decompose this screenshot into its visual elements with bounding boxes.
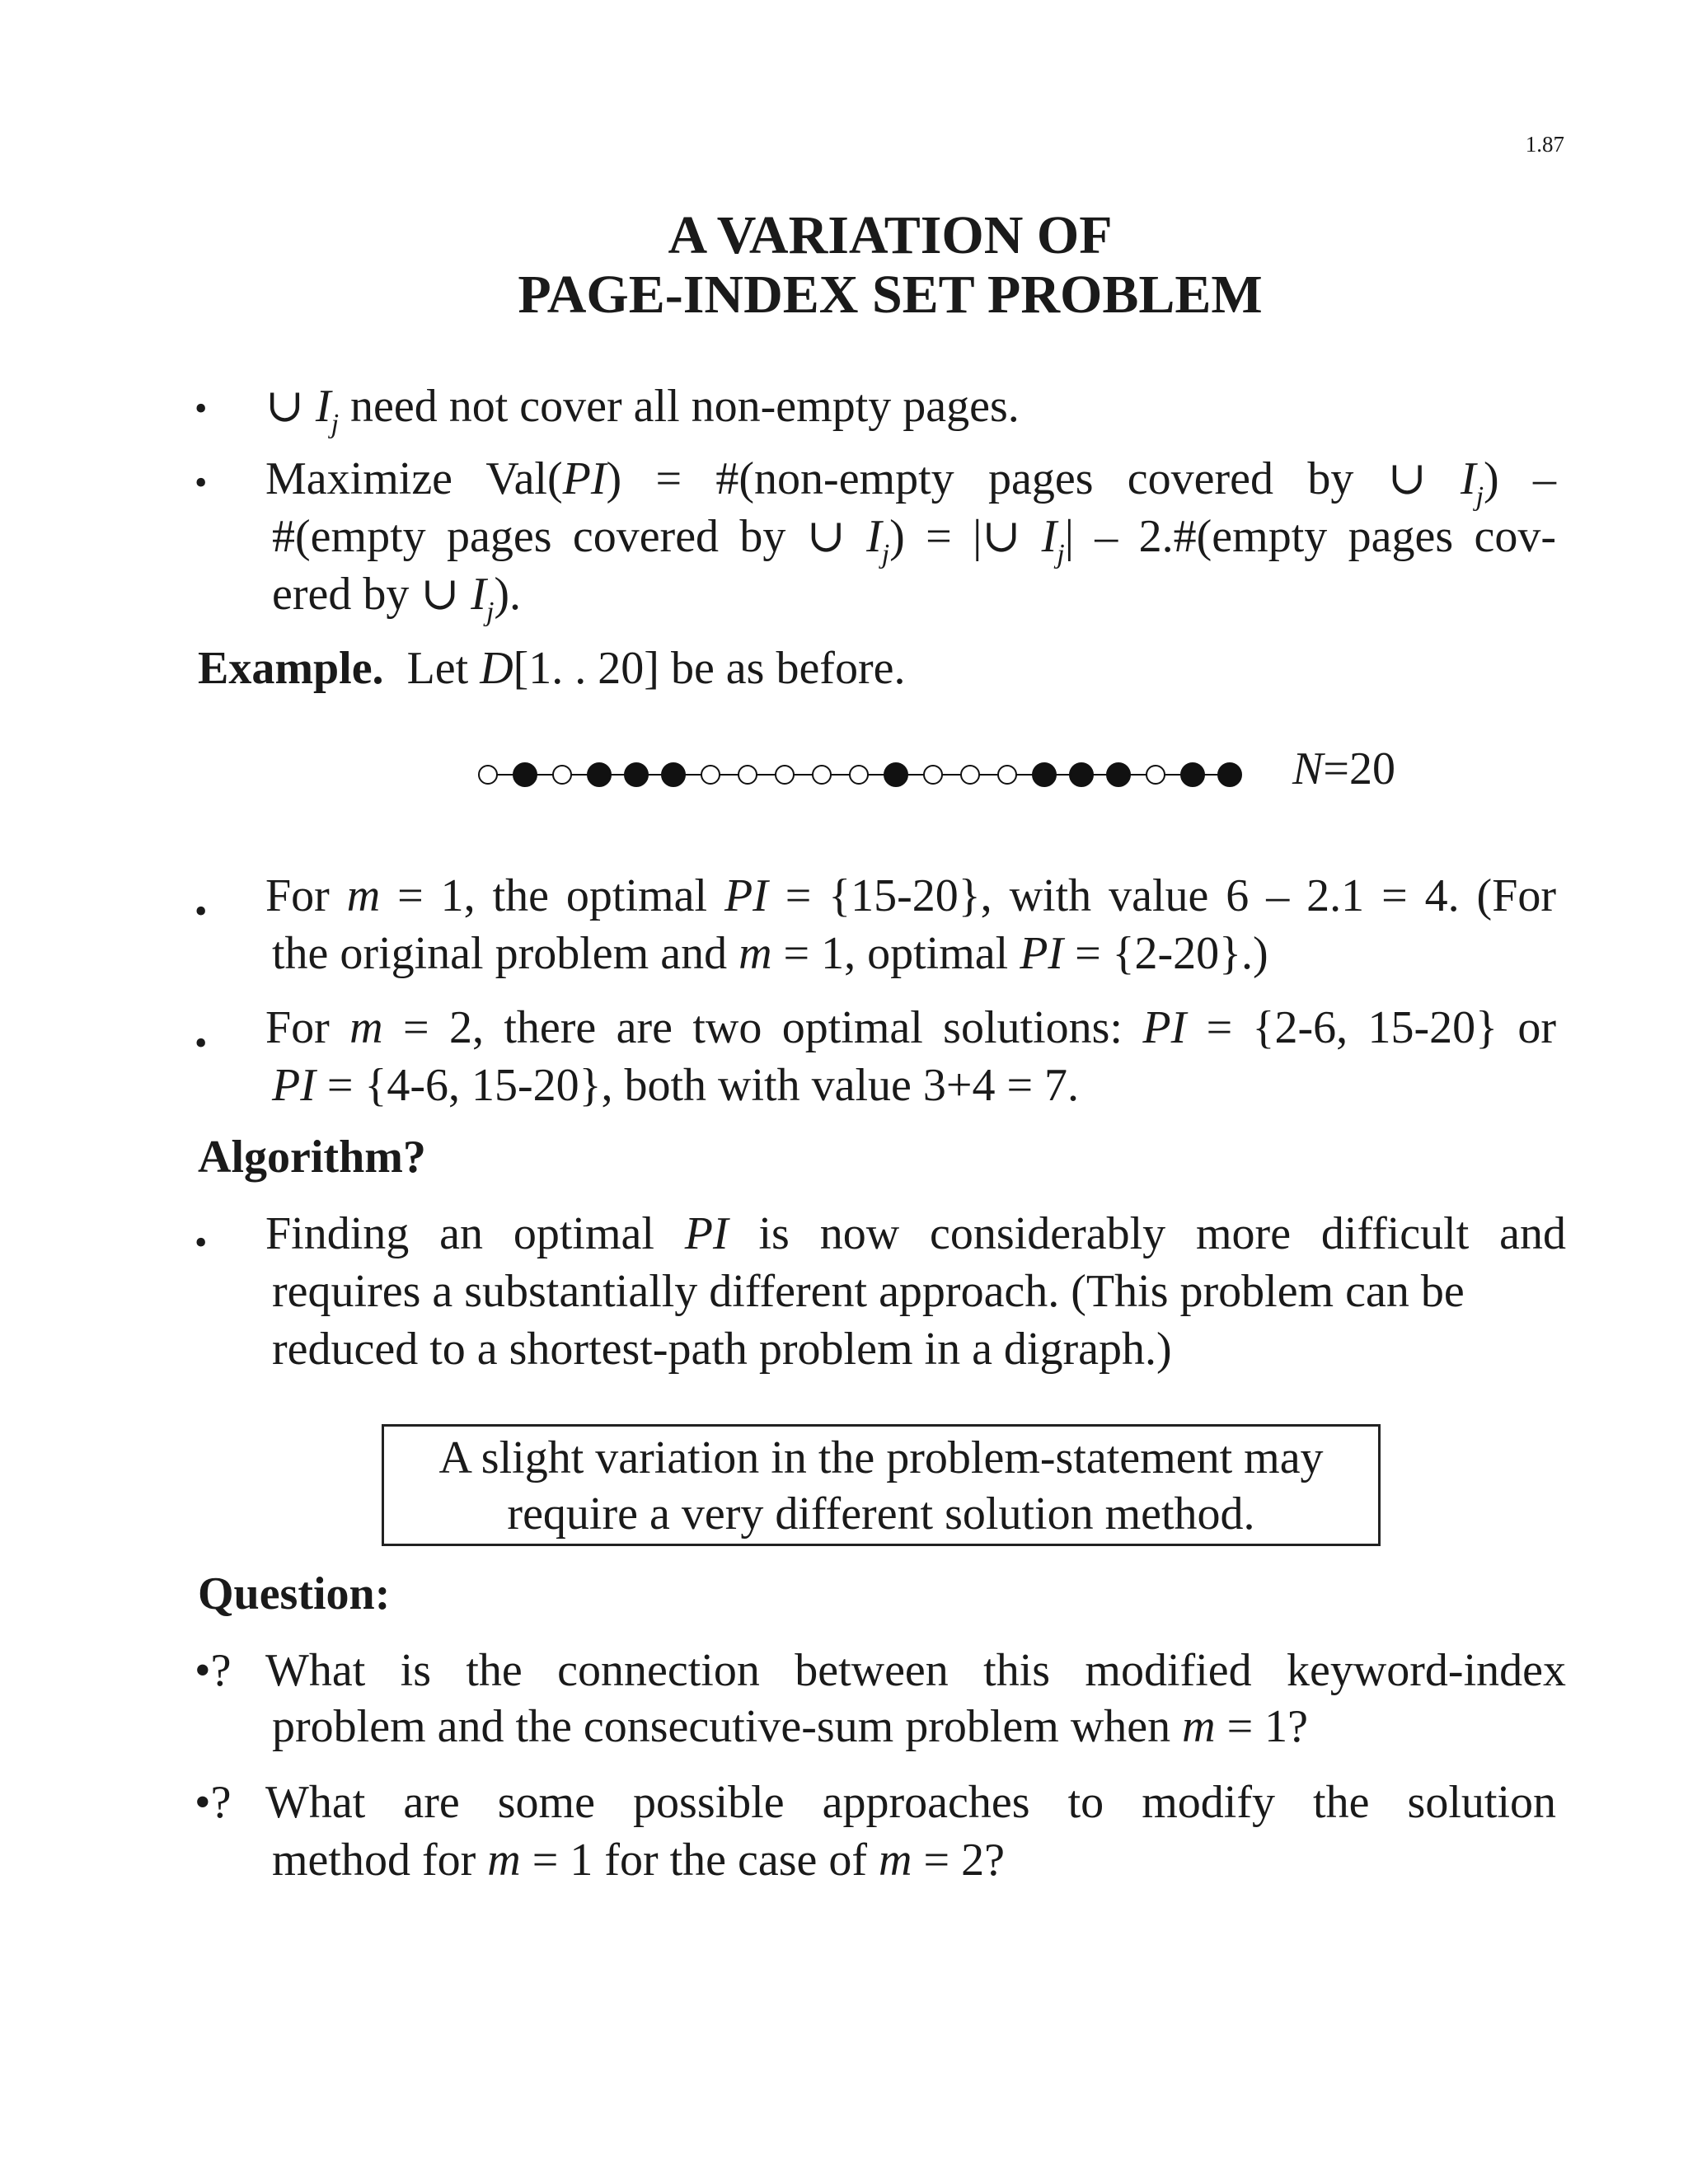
non-empty-page-dot [1218, 763, 1241, 786]
var-I: I [471, 569, 486, 620]
text-fragment: = 2? [923, 1835, 1005, 1886]
text-fragment: For [265, 870, 330, 921]
m1-line-2 [272, 925, 1268, 982]
non-empty-page-dot [1107, 763, 1130, 786]
question-marker: •? [195, 1645, 232, 1696]
page-title-line-2: PAGE-INDEX SET PROBLEM [518, 265, 1263, 325]
text-fragment: problem and the consecutive-sum problem when [272, 1701, 1171, 1752]
empty-page-dot [924, 766, 942, 784]
empty-page-dot [701, 766, 720, 784]
var-m: m [1182, 1701, 1216, 1752]
text-fragment: Maximize Val( [265, 453, 563, 504]
var-N: N [1292, 743, 1324, 794]
sequence-size-label [1292, 740, 1395, 798]
union-symbol: ∪ [1387, 453, 1427, 504]
algorithm-line-3: reduced to a shortest-path problem in a digraph.) [272, 1324, 1172, 1375]
bullet-marker: • [195, 1222, 208, 1263]
var-I: I [315, 381, 331, 432]
callout-box [382, 1424, 1381, 1546]
text-fragment: | – 2.#(empty pages cov- [1064, 511, 1557, 562]
question-2-line-1: What are some possible approaches to modify the solution [265, 1777, 1556, 1828]
var-j: j [881, 539, 890, 569]
callout-line-2: require a very different solution method. [507, 1488, 1255, 1540]
empty-page-dot [553, 766, 571, 784]
empty-page-dot [776, 766, 794, 784]
question-2-line-2 [272, 1831, 1005, 1889]
algorithm-line-1 [265, 1205, 1566, 1263]
maximize-line-2 [272, 508, 1557, 569]
var-I: I [1041, 511, 1057, 562]
var-PI: PI [1020, 928, 1064, 979]
bullet-marker: • [195, 891, 208, 931]
text-fragment: method for [272, 1835, 476, 1886]
example-line [198, 640, 905, 697]
text-fragment: = 1, optimal [783, 928, 1009, 979]
text-fragment: [1. . 20] be as before. [513, 643, 906, 694]
text-fragment: = 2, there are two optimal solutions: [403, 1002, 1123, 1053]
text-fragment: = {2-6, 15-20} or [1206, 1002, 1557, 1053]
question-1-line-1: What is the connection between this modified keyword-index [265, 1645, 1566, 1696]
non-empty-page-dot [884, 763, 907, 786]
var-PI: PI [724, 870, 768, 921]
non-empty-page-dot [1181, 763, 1204, 786]
text-fragment: Finding an optimal [265, 1208, 654, 1259]
bullet-marker: • [195, 462, 208, 503]
text-fragment: = 1 for the case of [532, 1835, 868, 1886]
question-1-line-2 [272, 1698, 1308, 1755]
empty-page-dot [850, 766, 868, 784]
bullet-union-cover [265, 377, 1020, 439]
non-empty-page-dot [588, 763, 611, 786]
text-fragment: =20 [1323, 743, 1395, 794]
empty-page-dot [961, 766, 979, 784]
text-fragment: = 1, the optimal [397, 870, 708, 921]
text-fragment: = 1? [1226, 1701, 1309, 1752]
var-m: m [879, 1835, 912, 1886]
union-symbol: ∪ [420, 569, 460, 620]
empty-page-dot [479, 766, 497, 784]
var-PI: PI [1142, 1002, 1187, 1053]
text-fragment: Let [406, 643, 469, 694]
var-m: m [738, 928, 772, 979]
var-j: j [1475, 481, 1484, 512]
question-marker: •? [195, 1777, 232, 1828]
text-fragment: = {15-20}, with value 6 – 2.1 = 4. (For [785, 870, 1557, 921]
question-heading: Question: [198, 1568, 391, 1619]
empty-page-dot [738, 766, 757, 784]
bullet-text: need not cover all non-empty pages. [350, 381, 1020, 432]
union-symbol: ∪ [982, 511, 1021, 562]
non-empty-page-dot [662, 763, 685, 786]
text-fragment: ) – [1484, 453, 1557, 504]
bullet-marker: • [195, 388, 208, 429]
var-PI: PI [562, 453, 607, 504]
page-title-line-1: A VARIATION OF [668, 205, 1113, 265]
m2-line-1 [265, 999, 1556, 1057]
var-m: m [346, 870, 381, 921]
var-m: m [487, 1835, 521, 1886]
m2-line-2 [272, 1057, 1079, 1114]
bullet-marker: • [195, 1023, 208, 1063]
page-number: 1.87 [1525, 132, 1564, 157]
algorithm-line-2: requires a substantially different approach. (This problem can be [272, 1266, 1465, 1317]
text-fragment: #(empty pages covered by [272, 511, 786, 562]
page-sequence-diagram [470, 748, 1261, 801]
non-empty-page-dot [1070, 763, 1093, 786]
union-symbol: ∪ [806, 511, 846, 562]
union-symbol: ∪ [265, 381, 304, 432]
var-j: j [331, 409, 340, 439]
text-fragment: = {2-20}.) [1075, 928, 1268, 979]
empty-page-dot [813, 766, 831, 784]
var-PI: PI [684, 1208, 729, 1259]
var-PI: PI [272, 1060, 316, 1111]
empty-page-dot [998, 766, 1016, 784]
text-fragment: For [265, 1002, 330, 1053]
text-fragment: the original problem and [272, 928, 728, 979]
var-m: m [349, 1002, 383, 1053]
maximize-line-1 [265, 450, 1557, 512]
example-label: Example. [198, 643, 384, 694]
var-D: D [480, 643, 513, 694]
empty-page-dot [1146, 766, 1165, 784]
text-fragment: ). [494, 569, 522, 620]
non-empty-page-dot [513, 763, 537, 786]
var-j: j [1057, 539, 1065, 569]
m1-line-1 [265, 867, 1556, 925]
text-fragment: ) = #(non-empty pages covered by [606, 453, 1354, 504]
text-fragment: ered by [272, 569, 410, 620]
var-j: j [485, 597, 495, 627]
var-I: I [1460, 453, 1476, 504]
text-fragment: is now considerably more difficult and [758, 1208, 1566, 1259]
non-empty-page-dot [625, 763, 648, 786]
non-empty-page-dot [1033, 763, 1056, 786]
maximize-line-3 [272, 565, 522, 627]
callout-line-1: A slight variation in the problem-statement may [438, 1432, 1324, 1483]
text-fragment: = {4-6, 15-20}, both with value 3+4 = 7. [326, 1060, 1080, 1111]
algorithm-heading: Algorithm? [198, 1132, 426, 1183]
text-fragment: ) = | [889, 511, 982, 562]
var-I: I [866, 511, 882, 562]
